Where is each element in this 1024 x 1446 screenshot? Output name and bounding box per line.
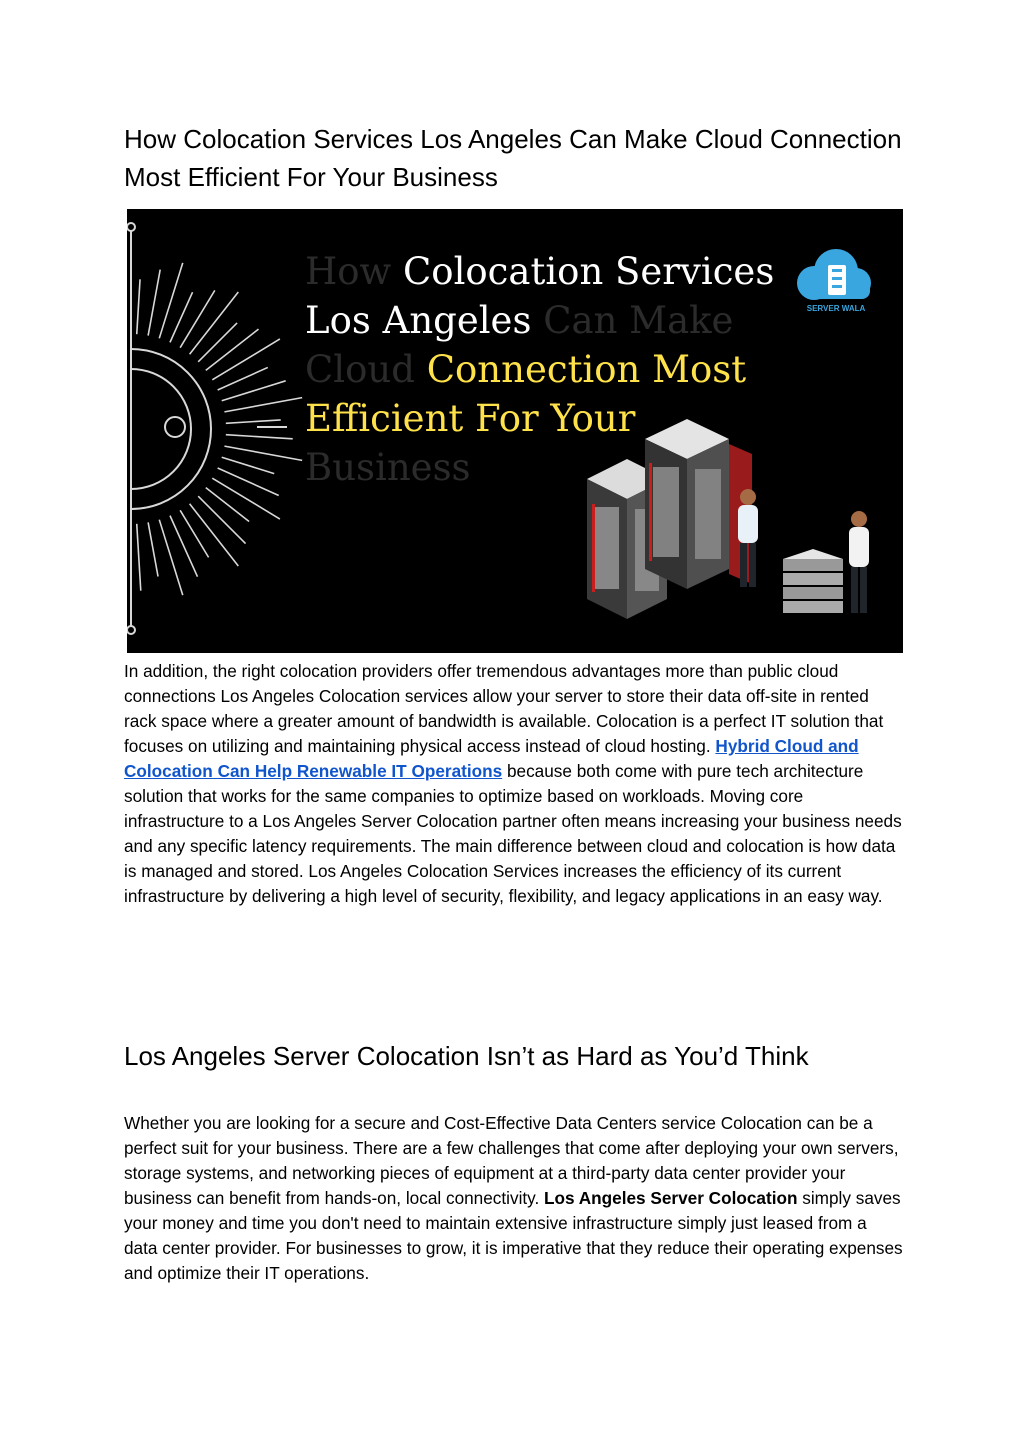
section-text-before: Whether you are looking for a secure and Cost-Effective Data Centers service Colocation can be a perfect suit for your business. There are a few challenges that come after deploying your own servers, storage systems, and networking pieces of equipment at a third-party data center provider your business can benefit from hands-on, local connectivity. xyxy=(124,1113,899,1208)
hero-headline-line: Efficient For Your xyxy=(305,397,636,440)
hero-headline-line: Los Angeles Can Make xyxy=(305,299,734,342)
section-paragraph xyxy=(124,1111,904,1286)
hero-illustration xyxy=(127,209,903,653)
section-heading: Los Angeles Server Colocation Isn’t as Hard as You’d Think xyxy=(124,1041,809,1071)
section-bold-text: Los Angeles Server Colocation xyxy=(544,1188,798,1208)
intro-paragraph xyxy=(124,659,904,909)
hero-headline-line: Cloud Connection Most xyxy=(305,348,747,391)
intro-text-before: In addition, the right colocation providers offer tremendous advantages more than public cloud connections Los Angeles Colocation services allow your server to store their data off-site in rented rack space where a greater amount of bandwidth is available. Colocation is a perfect IT solution that focuses on utilizing and maintaining physical access instead of cloud hosting. xyxy=(124,661,884,756)
hero-headline-line: How Colocation Services xyxy=(305,250,775,293)
section-text-after: simply saves your money and time you don't need to maintain extensive infrastructure simply just leased from a data center provider. For businesses to grow, it is imperative that they reduce their operating expenses and optimize their IT operations. xyxy=(124,1188,903,1283)
intro-text-after: because both come with pure tech architecture solution that works for the same companies to optimize based on workloads. Moving core infrastructure to a Los Angeles Server Colocation partner often means increasing your business needs and any specific latency requirements. The main difference between cloud and colocation is how data is managed and stored. Los Angeles Colocation Services increases the efficiency of its current infrastructure by delivering a high level of security, flexibility, and legacy applications in an easy way. xyxy=(124,761,902,906)
hero-banner-image xyxy=(127,209,903,653)
svg-text:SERVER WALA: SERVER WALA xyxy=(806,304,866,313)
hybrid-cloud-link[interactable]: Hybrid Cloud and Colocation Can Help Renewable IT Operations xyxy=(124,736,859,781)
page-title: How Colocation Services Los Angeles Can Make Cloud Connection Most Efficient For Your Business xyxy=(124,124,902,192)
hero-headline-line: Business xyxy=(305,446,471,489)
